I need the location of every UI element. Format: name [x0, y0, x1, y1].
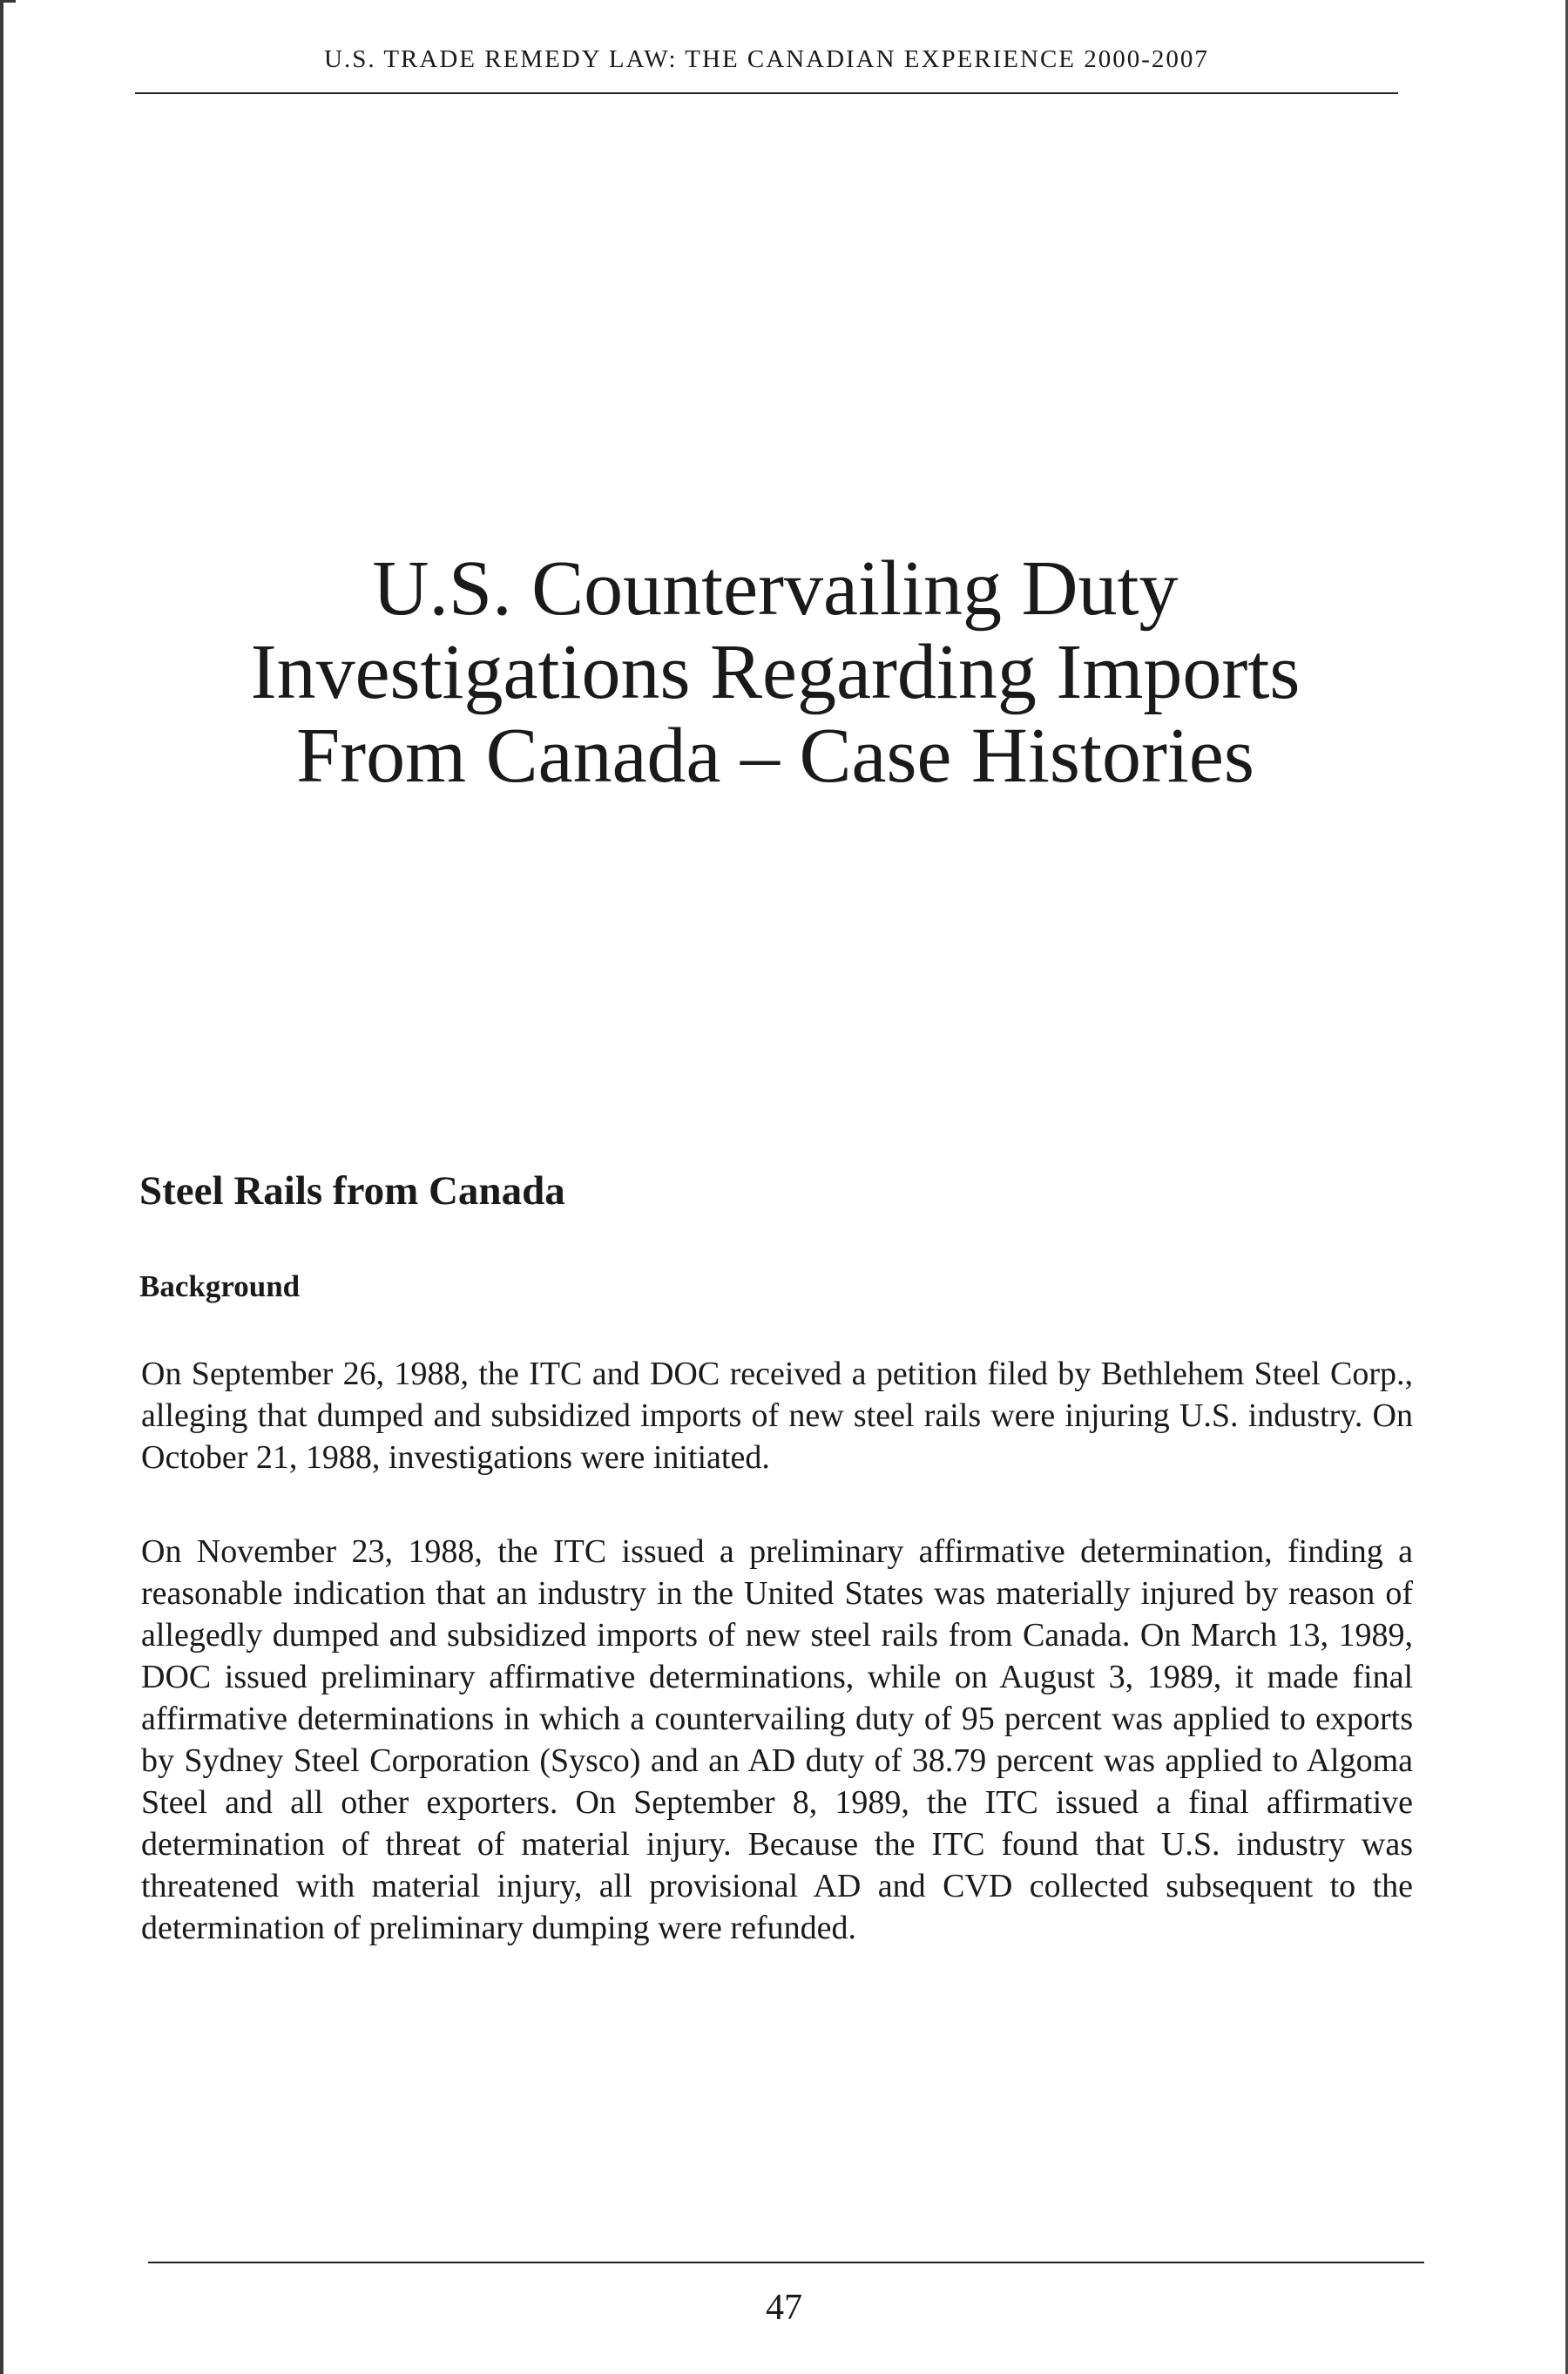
chapter-title-line-3: From Canada – Case Histories: [296, 713, 1254, 799]
sub-heading-background: Background: [139, 1269, 301, 1303]
chapter-title: [131, 547, 1420, 798]
chapter-title-line-1: U.S. Countervailing Duty: [372, 545, 1179, 632]
chapter-title-line-2: Investigations Regarding Imports: [250, 629, 1301, 715]
running-header: U.S. TRADE REMEDY LAW: THE CANADIAN EXPERIENCE 2000-2007: [324, 45, 1209, 73]
page-number: 47: [766, 2288, 802, 2328]
body-paragraph-1: On September 26, 1988, the ITC and DOC received a petition filed by Bethlehem Steel Corp., alleging that dumped and subsidized imports of new steel rails were injuring U.S. industry. On October 21, 1988, investigations were initiated.: [141, 1356, 1413, 1476]
header-rule: [135, 92, 1398, 94]
scan-edge-left: [0, 0, 3, 2374]
body-paragraph-2: On November 23, 1988, the ITC issued a preliminary affirmative determination, finding a reasonable indication that an industry in the United States was materially injured by reason of allegedly dumped and subsidized imports of new steel rails from Canada. On March 13, 1989, DOC issued preliminary affirmative determinations, while on August 3, 1989, it made final affirmative determinations in which a countervailing duty of 95 percent was applied to exports by Sydney Steel Corporation (Sysco) and an AD duty of 38.79 percent was applied to Algoma Steel and all other exporters. On September 8, 1989, the ITC issued a final affirmative determination of threat of material injury. Because the ITC found that U.S. industry was threatened with material injury, all provisional AD and CVD collected subsequent to the determination of preliminary dumping were refunded.: [141, 1533, 1413, 1946]
scan-edge-top: [0, 0, 16, 3]
footer-rule: [148, 2262, 1424, 2263]
section-heading: Steel Rails from Canada: [139, 1168, 565, 1214]
